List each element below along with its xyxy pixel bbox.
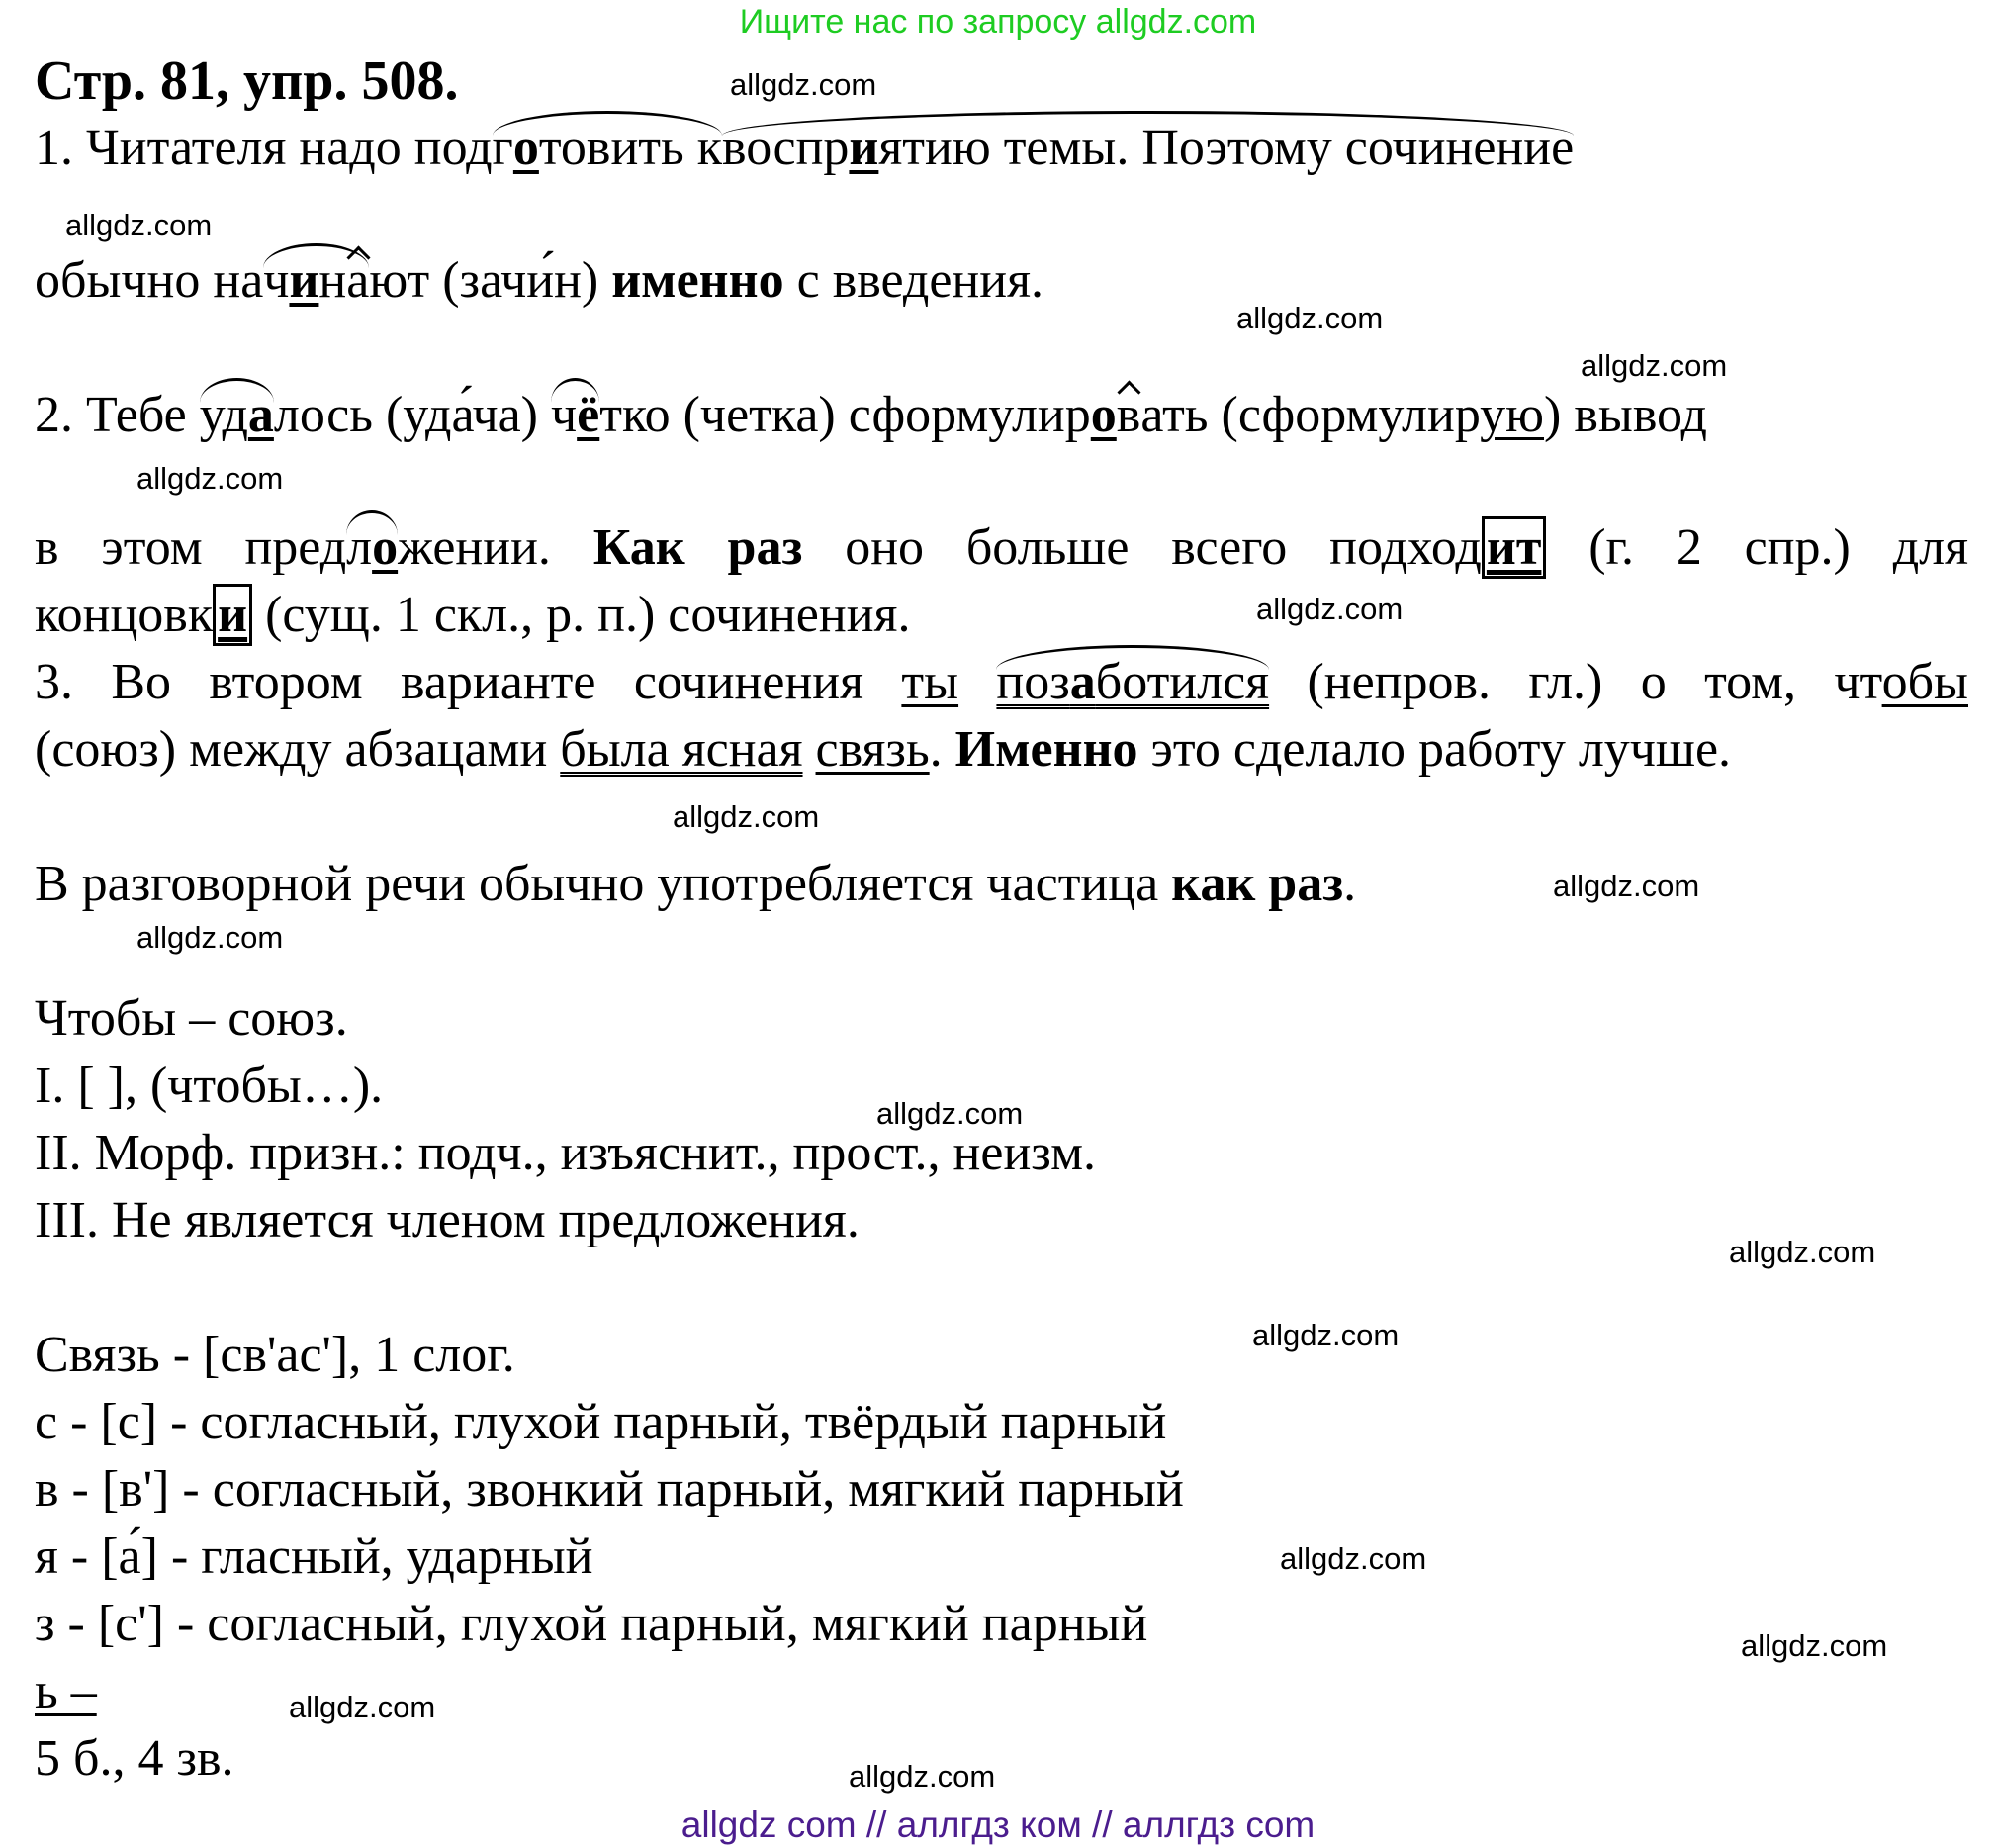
phonetic-line-2: с - [с] - согласный, глухой парный, твёрдый парный [35, 1394, 1167, 1450]
watermark: allgdz.com [1553, 869, 1700, 903]
ending-box: и [213, 584, 252, 646]
analysis-line-3: II. Морф. призн.: подч., изъяснит., прост., неизм. [35, 1125, 1096, 1181]
watermark: allgdz.com [1236, 301, 1384, 335]
watermark: allgdz.com [1729, 1235, 1876, 1269]
ending-box: ит [1482, 516, 1547, 579]
watermark: allgdz.com [1256, 592, 1404, 626]
analysis-line-2: I. [ ], (чтобы…). [35, 1058, 384, 1114]
footer-links[interactable]: allgdz com // аллгдз ком // аллгдз com [680, 1804, 1316, 1845]
paragraph-2-line-1: 2. Тебе удалось (уда́ча) чётко (четка) сформулировать (сформулирую) вывод [35, 384, 1707, 447]
paragraph-2-line-3: концовки (сущ. 1 скл., р. п.) сочинения. [35, 584, 910, 647]
watermark: allgdz.com [673, 799, 820, 834]
root-arc: чё [551, 384, 599, 447]
root-arc: готовить к [493, 117, 722, 180]
paragraph-4: В разговорной речи обычно употребляется частица как раз. [35, 856, 1357, 912]
paragraph-1-line-2: обычно начинают (зачи́н) именно с введения. [35, 249, 1043, 313]
root-arc: уда [200, 384, 274, 447]
search-banner[interactable]: Ищите нас по запросу allgdz.com [739, 3, 1257, 41]
phonetic-line-4: я - [а́] - гласный, ударный [35, 1528, 593, 1585]
watermark: allgdz.com [289, 1690, 436, 1724]
watermark: allgdz.com [1581, 348, 1728, 383]
root-arc: восприятию темы. Поэтому сочинение [722, 117, 1574, 180]
watermark: allgdz.com [730, 67, 877, 102]
watermark: allgdz.com [1252, 1318, 1400, 1352]
watermark: allgdz.com [136, 920, 284, 955]
analysis-line-1: Чтобы – союз. [35, 990, 348, 1047]
phonetic-line-3: в - [в'] - согласный, звонкий парный, мягкий парный [35, 1461, 1184, 1518]
paragraph-3-line-1: 3. Во втором варианте сочинения ты позаботился (непров. гл.) о том, чтобы [35, 651, 1968, 714]
watermark: allgdz.com [65, 208, 213, 242]
phonetic-line-1: Связь - [св'ас'], 1 слог. [35, 1327, 515, 1383]
root-arc: чина [263, 249, 369, 313]
paragraph-3-line-2: (союз) между абзацами была ясная связь. Именно это сделало работу лучше. [35, 721, 1732, 778]
paragraph-1-line-1: 1. Читателя надо подготовить квосприятию темы. Поэтому сочинение [35, 117, 1574, 180]
phonetic-line-5: з - [с'] - согласный, глухой парный, мягкий парный [35, 1596, 1148, 1652]
watermark: allgdz.com [849, 1759, 996, 1794]
watermark: allgdz.com [876, 1096, 1024, 1131]
watermark: allgdz.com [1741, 1628, 1888, 1663]
phonetic-summary: 5 б., 4 зв. [35, 1730, 234, 1787]
exercise-title: Стр. 81, упр. 508. [35, 50, 459, 112]
root-arc: позаботился [996, 651, 1269, 714]
phonetic-line-6: ь – [35, 1663, 97, 1719]
analysis-line-4: III. Не является членом предложения. [35, 1192, 860, 1248]
root-arc: ло [346, 516, 398, 580]
watermark: allgdz.com [1280, 1541, 1427, 1576]
paragraph-2-line-2: в этом предложении. Как раз оно больше всего подходит (г. 2 спр.) для [35, 516, 1968, 580]
watermark: allgdz.com [136, 461, 284, 496]
